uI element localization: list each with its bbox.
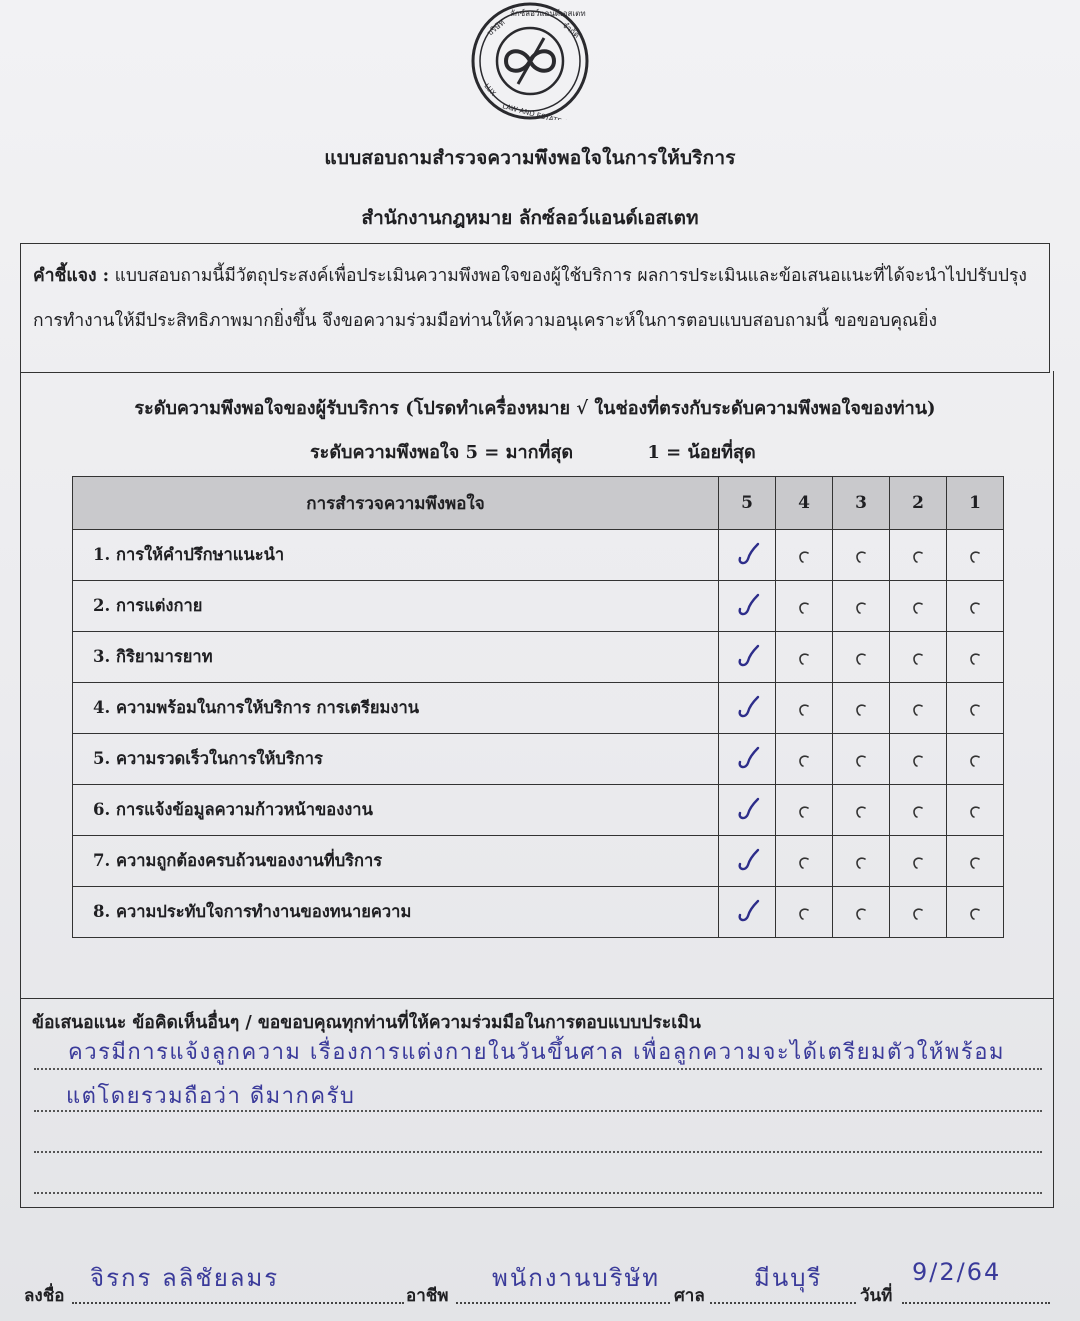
rating-check-mark-5[interactable] xyxy=(719,836,776,887)
rating-empty-cell-1[interactable] xyxy=(947,836,1004,887)
rating-empty-cell-1[interactable] xyxy=(947,530,1004,581)
survey-item-label: 7. ความถูกต้องครบถ้วนของงานที่บริการ xyxy=(73,836,719,887)
rating-empty-cell-3[interactable] xyxy=(833,530,890,581)
handwritten-comment-1: ควรมีการแจ้งลูกความ เรื่องการแต่งกายในวันขึ้นศาล เพื่อลูกความจะได้เตรียมตัวให้พร้อม xyxy=(68,1040,1005,1065)
rating-empty-cell-4[interactable] xyxy=(776,632,833,683)
rating-empty-cell-3[interactable] xyxy=(833,581,890,632)
table-header-row xyxy=(73,477,1004,530)
rating-empty-cell-2[interactable] xyxy=(890,683,947,734)
rating-empty-cell-3[interactable] xyxy=(833,836,890,887)
name-dots xyxy=(72,1302,404,1304)
instructions-text xyxy=(33,254,1033,344)
occupation-dots xyxy=(456,1302,670,1304)
comments-title: ข้อเสนอแนะ ข้อคิดเห็นอื่นๆ / ขอขอบคุณทุกท่านที่ให้ความร่วมมือในการตอบแบบประเมิน xyxy=(32,1013,701,1033)
rating-empty-cell-4[interactable] xyxy=(776,887,833,938)
court-value: มีนบุรี xyxy=(754,1264,823,1292)
survey-item-label: 1. การให้คำปรึกษาแนะนำ xyxy=(73,530,719,581)
table-row xyxy=(73,683,1004,734)
column-4: 4 xyxy=(776,477,833,530)
rating-empty-cell-4[interactable] xyxy=(776,581,833,632)
rating-empty-cell-2[interactable] xyxy=(890,785,947,836)
rating-empty-cell-1[interactable] xyxy=(947,683,1004,734)
table-header-topic: การสำรวจความพึงพอใจ xyxy=(73,477,719,530)
rating-empty-cell-3[interactable] xyxy=(833,785,890,836)
date-label: วันที่ xyxy=(860,1286,893,1306)
rating-empty-cell-4[interactable] xyxy=(776,734,833,785)
rating-empty-cell-2[interactable] xyxy=(890,530,947,581)
column-5: 5 xyxy=(719,477,776,530)
svg-text:ลักซ์ลอว์แอนด์เอสเตท: ลักซ์ลอว์แอนด์เอสเตท xyxy=(510,9,586,18)
company-seal-logo xyxy=(462,2,598,120)
survey-item-label: 8. ความประทับใจการทำงานของทนายความ xyxy=(73,887,719,938)
survey-item-label: 6. การแจ้งข้อมูลความก้าวหน้าของงาน xyxy=(73,785,719,836)
name-label: ลงชื่อ xyxy=(24,1286,65,1306)
rating-empty-cell-3[interactable] xyxy=(833,734,890,785)
rating-empty-cell-1[interactable] xyxy=(947,785,1004,836)
rating-empty-cell-3[interactable] xyxy=(833,887,890,938)
court-label: ศาล xyxy=(674,1286,705,1306)
table-row xyxy=(73,785,1004,836)
rating-check-mark-5[interactable] xyxy=(719,785,776,836)
table-row xyxy=(73,887,1004,938)
rating-instruction: ระดับความพึงพอใจของผู้รับบริการ (โปรดทำเครื่องหมาย √ ในช่องที่ตรงกับระดับความพึงพอใจของท่าน) xyxy=(134,398,936,419)
svg-text:บริษัท: บริษัท xyxy=(485,17,507,38)
rating-empty-cell-4[interactable] xyxy=(776,785,833,836)
column-3: 3 xyxy=(833,477,890,530)
table-row xyxy=(73,632,1004,683)
handwritten-comment-2: แต่โดยรวมถือว่า ดีมากครับ xyxy=(66,1084,356,1109)
rating-check-mark-5[interactable] xyxy=(719,734,776,785)
rating-empty-cell-2[interactable] xyxy=(890,734,947,785)
rating-empty-cell-2[interactable] xyxy=(890,887,947,938)
name-value: จิรกร ลลิชัยลมร xyxy=(90,1264,280,1292)
rating-empty-cell-2[interactable] xyxy=(890,632,947,683)
rating-check-mark-5[interactable] xyxy=(719,632,776,683)
table-row xyxy=(73,530,1004,581)
court-dots xyxy=(710,1302,856,1304)
table-row xyxy=(73,581,1004,632)
occupation-value: พนักงานบริษัท xyxy=(492,1264,661,1292)
satisfaction-table xyxy=(72,476,1004,938)
survey-item-label: 3. กิริยามารยาท xyxy=(73,632,719,683)
comment-line-3 xyxy=(34,1151,1042,1153)
rating-empty-cell-1[interactable] xyxy=(947,734,1004,785)
rating-empty-cell-1[interactable] xyxy=(947,887,1004,938)
svg-text:จำกัด: จำกัด xyxy=(560,20,582,40)
rating-empty-cell-3[interactable] xyxy=(833,683,890,734)
rating-empty-cell-4[interactable] xyxy=(776,683,833,734)
column-2: 2 xyxy=(890,477,947,530)
rating-empty-cell-1[interactable] xyxy=(947,632,1004,683)
rating-empty-cell-3[interactable] xyxy=(833,632,890,683)
instructions-body: แบบสอบถามนี้มีวัตถุประสงค์เพื่อประเมินความพึงพอใจของผู้ใช้บริการ ผลการประเมินและข้อเสนอแนะที่ได้จะนำไปปรับปรุงการทำงานให้มีประสิทธิภาพมากยิ่งขึ้น จึงขอความร่วมมือท่านให้ความอนุเคราะห์ในการตอบแบบสอบถามนี้ ขอขอบคุณยิ่ง xyxy=(33,266,1027,331)
instructions-box xyxy=(20,243,1050,373)
rating-empty-cell-2[interactable] xyxy=(890,836,947,887)
occupation-label: อาชีพ xyxy=(406,1286,449,1306)
rating-scale xyxy=(310,437,756,466)
svg-text:LAW AND ESTATE CO.,LTD.: LAW AND ESTATE CO.,LTD. xyxy=(501,102,593,120)
date-dots xyxy=(902,1302,1050,1304)
rating-empty-cell-4[interactable] xyxy=(776,530,833,581)
survey-item-label: 2. การแต่งกาย xyxy=(73,581,719,632)
date-value: 9/2/64 xyxy=(912,1258,1002,1286)
instructions-label: คำชี้แจง : xyxy=(33,266,110,286)
column-1: 1 xyxy=(947,477,1004,530)
rating-empty-cell-1[interactable] xyxy=(947,581,1004,632)
svg-text:LUX: LUX xyxy=(482,82,498,98)
survey-item-label: 4. ความพร้อมในการให้บริการ การเตรียมงาน xyxy=(73,683,719,734)
table-row xyxy=(73,836,1004,887)
rating-check-mark-5[interactable] xyxy=(719,887,776,938)
rating-empty-cell-4[interactable] xyxy=(776,836,833,887)
rating-check-mark-5[interactable] xyxy=(719,581,776,632)
rating-check-mark-5[interactable] xyxy=(719,530,776,581)
scale-low: 1 = น้อยที่สุด xyxy=(647,442,756,463)
rating-empty-cell-2[interactable] xyxy=(890,581,947,632)
rating-check-mark-5[interactable] xyxy=(719,683,776,734)
office-name: สำนักงานกฎหมาย ลักซ์ลอว์แอนด์เอสเตท xyxy=(361,207,699,229)
table-row xyxy=(73,734,1004,785)
survey-title: แบบสอบถามสำรวจความพึงพอใจในการให้บริการ xyxy=(324,147,736,169)
survey-item-label: 5. ความรวดเร็วในการให้บริการ xyxy=(73,734,719,785)
scale-high: ระดับความพึงพอใจ 5 = มากที่สุด xyxy=(310,442,574,463)
comment-line-4 xyxy=(34,1192,1042,1194)
